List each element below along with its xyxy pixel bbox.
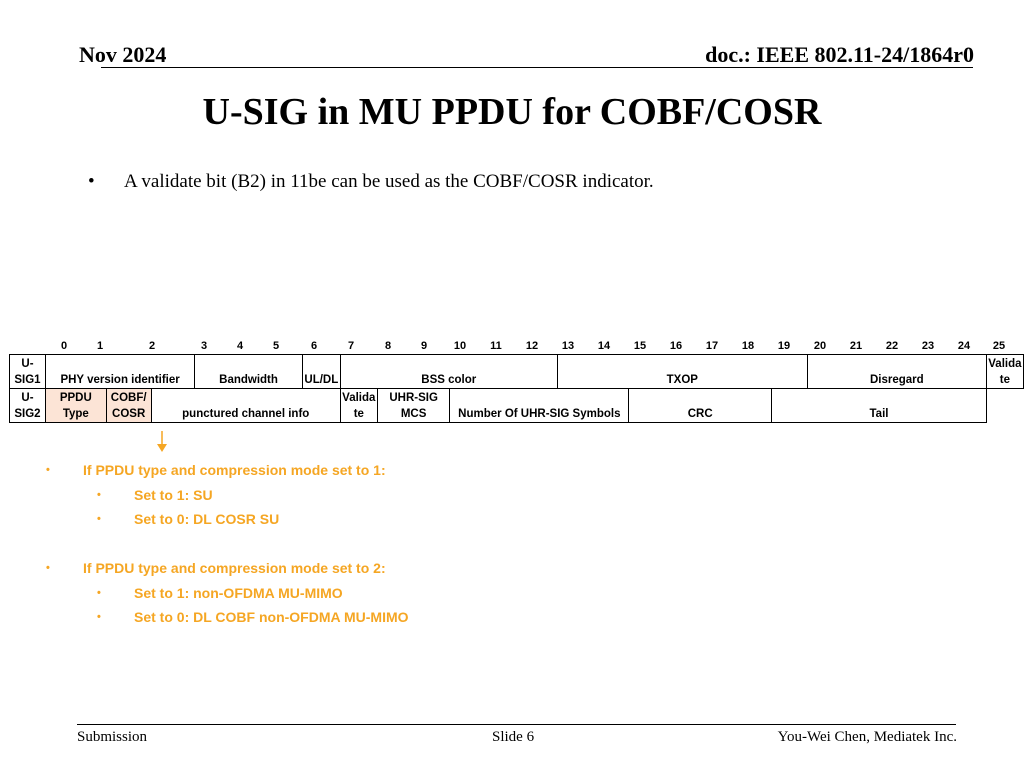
bss-color-field: BSS color [340,355,557,389]
down-arrow-icon [155,431,169,453]
uhr-sig-mcs-field: UHR-SIG MCS [377,389,450,423]
note-group2-item: • Set to 0: DL COBF non-OFDMA MU-MIMO [97,609,409,625]
main-bullet [88,170,654,194]
bit-number: 16 [669,340,683,352]
bit-number: 22 [885,340,899,352]
u-sig2-row [10,389,1024,423]
slide-title: U-SIG in MU PPDU for COBF/COSR [202,91,822,133]
note-group2-item: • Set to 1: non-OFDMA MU-MIMO [97,585,343,601]
bit-number: 17 [705,340,719,352]
note-group1-item: • Set to 0: DL COSR SU [97,511,280,527]
bit-number: 15 [633,340,647,352]
header-divider [101,67,973,68]
bit-number: 10 [453,340,467,352]
bit-number: 11 [490,340,502,352]
u-sig2-validate-field: Valida te [340,389,377,423]
phy-version-field: PHY version identifier [45,355,194,389]
bit-number: 6 [310,340,318,352]
bit-number: 25 [992,340,1006,352]
disregard-field: Disregard [807,355,986,389]
u-sig1-label: U- SIG1 [10,355,46,389]
bit-number: 12 [525,340,539,352]
num-uhr-sig-symbols-field: Number Of UHR-SIG Symbols [450,389,629,423]
bit-number: 7 [347,340,355,352]
u-sig1-validate-field: Valida te [986,355,1023,389]
note-group1-item: • Set to 1: SU [97,487,213,503]
bit-number: 4 [236,340,244,352]
bit-number: 23 [921,340,935,352]
ul-dl-field: UL/DL [302,355,340,389]
bit-number: 18 [741,340,755,352]
bandwidth-field: Bandwidth [195,355,303,389]
bit-number: 24 [957,340,971,352]
header-doc-id: doc.: IEEE 802.11-24/1864r0 [705,42,974,67]
header-date: Nov 2024 [79,42,167,67]
u-sig2-label: U- SIG2 [10,389,46,423]
u-sig-field-table [9,354,1024,423]
bit-number: 19 [777,340,791,352]
bit-number: 21 [849,340,863,352]
footer-submission: Submission [77,729,148,745]
txop-field: TXOP [557,355,807,389]
ppdu-type-field: PPDU Type [45,389,106,423]
bit-number: 13 [561,340,575,352]
note-group1-title: • If PPDU type and compression mode set to 1: [46,462,386,478]
bit-number: 14 [597,340,611,352]
bit-number: 0 [60,340,68,352]
footer-author: You-Wei Chen, Mediatek Inc. [777,729,957,745]
bit-number: 20 [813,340,827,352]
footer-divider [77,724,956,725]
bit-number: 8 [384,340,392,352]
bit-number: 5 [272,340,280,352]
main-bullet-text: A validate bit (B2) in 11be can be used as the COBF/COSR indicator. [124,171,654,192]
note-group2-title: • If PPDU type and compression mode set to 2: [46,560,386,576]
bit-number: 2 [148,340,156,352]
bit-number: 1 [96,340,104,352]
punctured-channel-field: punctured channel info [151,389,340,423]
cobf-cosr-field: COBF/ COSR [106,389,151,423]
bullet-marker: • [88,171,95,192]
bit-number: 3 [200,340,208,352]
bit-number: 9 [420,340,428,352]
crc-field: CRC [629,389,772,423]
tail-field: Tail [772,389,987,423]
u-sig1-row [10,355,1024,389]
footer-slide-number: Slide 6 [492,729,535,745]
